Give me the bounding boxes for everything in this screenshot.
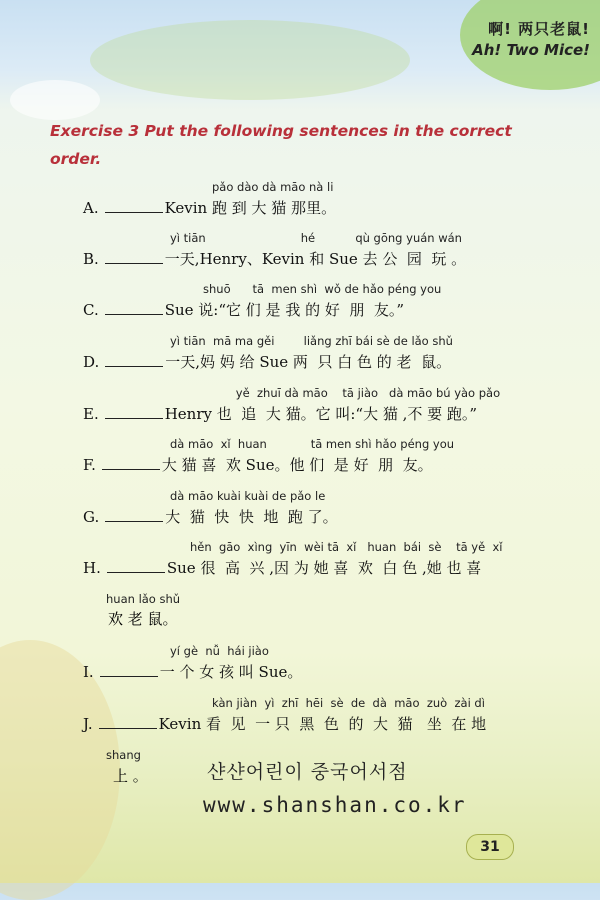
item-text: Sue 很 高 兴 ,因 为 她 喜 欢 白 色 ,她 也 喜 bbox=[166, 559, 482, 577]
item-letter: I. bbox=[83, 663, 94, 681]
item-pinyin: kàn jiàn yì zhī hēi sè de dà māo zuò zài dì bbox=[212, 696, 485, 710]
item-letter: D. bbox=[83, 353, 100, 371]
answer-blank[interactable] bbox=[107, 558, 165, 573]
answer-blank[interactable] bbox=[105, 300, 163, 315]
exercise-title-line2: order. bbox=[50, 150, 102, 168]
item-letter: A. bbox=[83, 199, 99, 217]
watermark-korean: 샨샨어린이 중국어서점 bbox=[207, 761, 408, 783]
item-text-continued: 欢 老 鼠。 bbox=[108, 610, 178, 628]
decor-cloud-left bbox=[10, 80, 100, 120]
item-text: 一 个 女 孩 叫 Sue。 bbox=[159, 663, 303, 681]
item-pinyin: pǎo dào dà māo nà li bbox=[212, 180, 334, 194]
item-text: Henry 也 追 大 猫。它 叫:“大 猫 ,不 要 跑。” bbox=[164, 405, 478, 423]
list-item bbox=[83, 713, 486, 734]
item-pinyin: hěn gāo xìng yīn wèi tā xǐ huan bái sè tā yě xǐ bbox=[190, 540, 503, 554]
item-pinyin: yì tiān mā ma gěi liǎng zhī bái sè de lǎo shǔ bbox=[170, 334, 453, 348]
item-text: 大 猫 喜 欢 Sue。他 们 是 好 朋 友。 bbox=[161, 456, 433, 474]
answer-blank[interactable] bbox=[105, 507, 163, 522]
item-letter: B. bbox=[83, 250, 99, 268]
list-item bbox=[83, 557, 481, 578]
item-letter: F. bbox=[83, 456, 96, 474]
page-header bbox=[472, 18, 590, 59]
item-text: 一天,妈 妈 给 Sue 两 只 白 色 的 老 鼠。 bbox=[165, 353, 452, 371]
item-pinyin: dà māo kuài kuài de pǎo le bbox=[170, 489, 326, 503]
item-text: 大 猫 快 快 地 跑 了。 bbox=[165, 508, 338, 526]
item-pinyin: yě zhuī dà māo tā jiào dà māo bú yào pǎo bbox=[170, 386, 501, 400]
item-pinyin: dà māo xǐ huan tā men shì hǎo péng you bbox=[170, 437, 455, 451]
list-item bbox=[83, 248, 466, 269]
item-letter: H. bbox=[83, 559, 101, 577]
chinese-title: 啊! 两只老鼠! bbox=[488, 20, 590, 38]
item-pinyin-continued: huan lǎo shǔ bbox=[106, 592, 181, 606]
answer-blank[interactable] bbox=[102, 455, 160, 470]
watermark-url[interactable]: www.shanshan.co.kr bbox=[203, 793, 467, 817]
item-letter: G. bbox=[83, 508, 100, 526]
list-item bbox=[83, 403, 477, 424]
item-pinyin-continued: shang bbox=[106, 748, 141, 762]
answer-blank[interactable] bbox=[105, 404, 163, 419]
answer-blank[interactable] bbox=[105, 249, 163, 264]
item-letter: E. bbox=[83, 405, 99, 423]
list-item bbox=[83, 351, 451, 372]
answer-blank[interactable] bbox=[100, 662, 158, 677]
item-pinyin: yí gè nǚ hái jiào bbox=[170, 644, 269, 658]
exercise-title bbox=[50, 117, 530, 173]
page-number: 31 bbox=[466, 834, 514, 860]
exercise-title-line1: Exercise 3 Put the following sentences in the correct bbox=[50, 122, 512, 140]
decor-hill bbox=[90, 20, 410, 100]
list-item bbox=[83, 299, 404, 320]
list-item bbox=[83, 197, 336, 218]
item-letter: C. bbox=[83, 301, 99, 319]
answer-blank[interactable] bbox=[99, 714, 157, 729]
item-text: Sue 说:“它 们 是 我 的 好 朋 友。” bbox=[164, 301, 405, 319]
item-letter: J. bbox=[83, 715, 93, 733]
item-pinyin: yì tiān hé qù gōng yuán wán bbox=[170, 231, 462, 245]
item-text: Kevin 跑 到 大 猫 那里。 bbox=[164, 199, 337, 217]
item-pinyin: shuō tā men shì wǒ de hǎo péng you bbox=[203, 282, 442, 296]
item-text-continued: 上 。 bbox=[113, 767, 148, 785]
answer-blank[interactable] bbox=[105, 352, 163, 367]
list-item bbox=[83, 454, 433, 475]
answer-blank[interactable] bbox=[105, 198, 163, 213]
english-title: Ah! Two Mice! bbox=[472, 41, 590, 59]
list-item bbox=[83, 506, 338, 527]
item-text: Kevin 看 见 一 只 黑 色 的 大 猫 坐 在 地 bbox=[158, 715, 487, 733]
item-text: 一天,Henry、Kevin 和 Sue 去 公 园 玩 。 bbox=[164, 250, 467, 268]
list-item bbox=[83, 661, 302, 682]
